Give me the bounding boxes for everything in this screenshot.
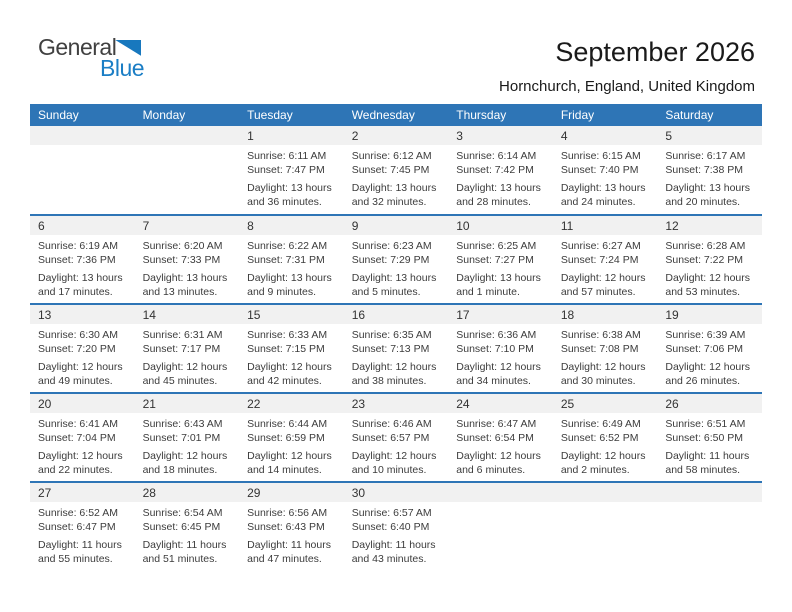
day-number-band (135, 305, 240, 324)
day-cell (657, 126, 762, 215)
day-number-band (239, 216, 344, 235)
daylight-text-line2: and 45 minutes. (142, 375, 218, 387)
page-title: September 2026 (555, 37, 755, 67)
daylight-text-line2: and 49 minutes. (38, 375, 113, 387)
day-details (344, 145, 449, 209)
sunrise-text: Sunrise: 6:25 AM (456, 240, 537, 252)
sunset-text: Sunset: 7:06 PM (665, 343, 744, 355)
day-number-band (448, 394, 553, 413)
day-cell (30, 482, 135, 571)
sunrise-text: Sunrise: 6:27 AM (560, 240, 641, 252)
day-number-band (30, 483, 135, 502)
daylight-text-line2: and 34 minutes. (456, 375, 531, 387)
daylight-text-line1: Daylight: 11 hours (142, 539, 227, 551)
day-details (239, 413, 344, 477)
day-number-band (344, 305, 449, 324)
daylight-text-line1: Daylight: 13 hours (665, 182, 751, 194)
day-cell (657, 393, 762, 482)
daylight-text-line2: and 10 minutes. (351, 464, 427, 476)
day-cell (344, 482, 449, 571)
daylight-text-line1: Daylight: 13 hours (560, 182, 646, 194)
week-row (30, 215, 762, 304)
day-details (448, 324, 553, 388)
sunrise-text: Sunrise: 6:23 AM (351, 240, 432, 252)
day-cell (239, 304, 344, 393)
sunset-text: Sunset: 7:22 PM (665, 254, 744, 266)
sunset-text: Sunset: 7:15 PM (247, 343, 325, 355)
day-cell (135, 215, 240, 304)
sunrise-text: Sunrise: 6:38 AM (560, 329, 641, 341)
day-number: 20 (38, 397, 52, 411)
daylight-text-line2: and 9 minutes. (247, 286, 317, 298)
daylight-text-line2: and 17 minutes. (38, 286, 113, 298)
sunrise-text: Sunrise: 6:49 AM (560, 418, 641, 430)
day-details (553, 413, 658, 477)
sunrise-text: Sunrise: 6:22 AM (247, 240, 328, 252)
day-cell (135, 126, 240, 215)
day-details (448, 235, 553, 299)
day-number: 21 (142, 397, 156, 411)
day-number: 25 (560, 397, 575, 411)
daylight-text-line1: Daylight: 11 hours (351, 539, 436, 551)
sunrise-text: Sunrise: 6:46 AM (351, 418, 432, 430)
daylight-text-line1: Daylight: 13 hours (456, 182, 541, 194)
sunset-text: Sunset: 6:52 PM (560, 432, 639, 444)
daylight-text-line2: and 57 minutes. (560, 286, 636, 298)
sunset-text: Sunset: 7:33 PM (142, 254, 221, 266)
day-number: 13 (38, 308, 52, 322)
weekday-header-row (30, 104, 762, 126)
sunset-text: Sunset: 7:27 PM (456, 254, 534, 266)
daylight-text-line2: and 2 minutes. (560, 464, 630, 476)
sunset-text: Sunset: 7:36 PM (38, 254, 116, 266)
day-number-band (657, 305, 762, 324)
day-number: 29 (247, 486, 261, 500)
day-cell (344, 304, 449, 393)
daylight-text-line2: and 42 minutes. (247, 375, 322, 387)
daylight-text-line2: and 20 minutes. (665, 196, 741, 208)
day-number-band (448, 216, 553, 235)
day-number-band (135, 483, 240, 502)
daylight-text-line2: and 22 minutes. (38, 464, 113, 476)
week-row (30, 304, 762, 393)
day-details (553, 235, 658, 299)
week-row (30, 482, 762, 571)
daylight-text-line1: Daylight: 13 hours (38, 272, 123, 284)
day-details (657, 235, 762, 299)
daylight-text-line1: Daylight: 12 hours (351, 361, 437, 373)
day-cell (448, 393, 553, 482)
sunrise-text: Sunrise: 6:44 AM (247, 418, 328, 430)
sunrise-text: Sunrise: 6:52 AM (38, 507, 118, 519)
day-number-band (344, 394, 449, 413)
daylight-text-line1: Daylight: 12 hours (38, 361, 123, 373)
day-number: 18 (560, 308, 575, 322)
day-cell (344, 393, 449, 482)
sunrise-text: Sunrise: 6:20 AM (142, 240, 223, 252)
day-number: 1 (247, 129, 254, 143)
daylight-text-line1: Daylight: 13 hours (456, 272, 541, 284)
daylight-text-line1: Daylight: 13 hours (247, 182, 332, 194)
day-details (135, 413, 240, 477)
day-number: 3 (456, 129, 463, 143)
sunrise-text: Sunrise: 6:28 AM (665, 240, 746, 252)
day-number: 30 (351, 486, 366, 500)
logo-general-text: General (38, 34, 117, 60)
daylight-text-line1: Daylight: 11 hours (247, 539, 331, 551)
day-number-band (239, 305, 344, 324)
day-details (30, 502, 135, 566)
day-cell (553, 215, 658, 304)
weekday-header-tuesday: Tuesday (239, 104, 344, 126)
day-number: 22 (247, 397, 261, 411)
day-cell (657, 215, 762, 304)
day-number: 24 (456, 397, 470, 411)
day-number-band (239, 394, 344, 413)
day-details (239, 235, 344, 299)
sunrise-text: Sunrise: 6:43 AM (142, 418, 223, 430)
sunset-text: Sunset: 7:45 PM (351, 164, 430, 176)
daylight-text-line1: Daylight: 13 hours (351, 272, 437, 284)
sunset-text: Sunset: 6:57 PM (351, 432, 430, 444)
sunrise-text: Sunrise: 6:11 AM (247, 150, 327, 162)
day-details (344, 324, 449, 388)
daylight-text-line1: Daylight: 12 hours (142, 450, 228, 462)
day-cell (448, 482, 553, 571)
day-cell (30, 304, 135, 393)
daylight-text-line1: Daylight: 12 hours (247, 450, 332, 462)
weekday-header-sunday: Sunday (30, 104, 135, 126)
day-details (135, 235, 240, 299)
day-number-band (344, 126, 449, 145)
general-blue-logo (38, 36, 144, 80)
day-number-band (448, 126, 553, 145)
day-cell (239, 482, 344, 571)
day-number: 16 (351, 308, 366, 322)
daylight-text-line1: Daylight: 12 hours (456, 450, 541, 462)
weekday-header-monday: Monday (135, 104, 240, 126)
day-number-band (135, 126, 240, 145)
day-details (239, 145, 344, 209)
day-number-band (30, 394, 135, 413)
day-details (30, 235, 135, 299)
daylight-text-line2: and 24 minutes. (560, 196, 636, 208)
sunrise-text: Sunrise: 6:17 AM (665, 150, 746, 162)
day-number-band (657, 394, 762, 413)
day-details (657, 502, 762, 506)
sunrise-text: Sunrise: 6:47 AM (456, 418, 537, 430)
day-number-band (30, 305, 135, 324)
day-details (344, 413, 449, 477)
day-number: 28 (142, 486, 156, 500)
sunset-text: Sunset: 7:04 PM (38, 432, 116, 444)
day-number: 12 (665, 219, 679, 233)
day-details (344, 502, 449, 566)
daylight-text-line2: and 58 minutes. (665, 464, 741, 476)
weekday-header-thursday: Thursday (448, 104, 553, 126)
sunset-text: Sunset: 6:47 PM (38, 521, 116, 533)
day-number: 14 (142, 308, 156, 322)
day-number-band (239, 126, 344, 145)
sunrise-text: Sunrise: 6:56 AM (247, 507, 328, 519)
day-cell (239, 126, 344, 215)
sunset-text: Sunset: 7:10 PM (456, 343, 534, 355)
logo-triangle-icon (115, 40, 141, 56)
day-cell (344, 215, 449, 304)
day-number: 19 (665, 308, 679, 322)
daylight-text-line2: and 47 minutes. (247, 553, 322, 565)
day-number-band (30, 126, 135, 145)
day-number: 5 (665, 129, 673, 143)
daylight-text-line2: and 38 minutes. (351, 375, 427, 387)
day-details (553, 145, 658, 209)
day-number-band (344, 216, 449, 235)
day-details (657, 413, 762, 477)
sunset-text: Sunset: 6:43 PM (247, 521, 325, 533)
daylight-text-line1: Daylight: 12 hours (665, 272, 751, 284)
sunrise-text: Sunrise: 6:14 AM (456, 150, 537, 162)
sunset-text: Sunset: 7:13 PM (351, 343, 430, 355)
sunrise-text: Sunrise: 6:39 AM (665, 329, 746, 341)
daylight-text-line1: Daylight: 13 hours (247, 272, 332, 284)
daylight-text-line1: Daylight: 12 hours (247, 361, 332, 373)
day-cell (344, 126, 449, 215)
day-details (135, 502, 240, 566)
sunset-text: Sunset: 7:47 PM (247, 164, 325, 176)
sunset-text: Sunset: 7:20 PM (38, 343, 116, 355)
week-row (30, 393, 762, 482)
sunset-text: Sunset: 7:31 PM (247, 254, 325, 266)
page-subtitle: Hornchurch, England, United Kingdom (499, 78, 755, 95)
day-details (448, 502, 553, 506)
sunset-text: Sunset: 7:38 PM (665, 164, 744, 176)
day-cell (30, 126, 135, 215)
sunrise-text: Sunrise: 6:41 AM (38, 418, 118, 430)
daylight-text-line1: Daylight: 12 hours (142, 361, 228, 373)
sunrise-text: Sunrise: 6:51 AM (665, 418, 746, 430)
daylight-text-line2: and 14 minutes. (247, 464, 322, 476)
daylight-text-line2: and 18 minutes. (142, 464, 218, 476)
day-number: 2 (351, 129, 359, 143)
day-number-band (30, 216, 135, 235)
daylight-text-line2: and 28 minutes. (456, 196, 531, 208)
day-details (448, 145, 553, 209)
sunset-text: Sunset: 7:40 PM (560, 164, 639, 176)
day-cell (448, 215, 553, 304)
daylight-text-line2: and 30 minutes. (560, 375, 636, 387)
day-details (553, 324, 658, 388)
day-cell (135, 304, 240, 393)
day-number-band (657, 483, 762, 502)
day-cell (657, 304, 762, 393)
day-details (657, 145, 762, 209)
daylight-text-line2: and 51 minutes. (142, 553, 218, 565)
daylight-text-line1: Daylight: 12 hours (665, 361, 751, 373)
sunrise-text: Sunrise: 6:35 AM (351, 329, 432, 341)
daylight-text-line1: Daylight: 12 hours (38, 450, 123, 462)
daylight-text-line2: and 53 minutes. (665, 286, 741, 298)
sunrise-text: Sunrise: 6:33 AM (247, 329, 328, 341)
day-cell (239, 215, 344, 304)
daylight-text-line2: and 26 minutes. (665, 375, 741, 387)
day-details (30, 145, 135, 149)
sunset-text: Sunset: 7:42 PM (456, 164, 534, 176)
day-number-band (135, 216, 240, 235)
day-number-band (344, 483, 449, 502)
day-number: 15 (247, 308, 261, 322)
day-details (344, 235, 449, 299)
day-details (657, 324, 762, 388)
weekday-header-friday: Friday (553, 104, 658, 126)
day-cell (30, 215, 135, 304)
daylight-text-line2: and 55 minutes. (38, 553, 113, 565)
day-number-band (239, 483, 344, 502)
header-titles (499, 39, 755, 94)
day-number: 4 (560, 129, 568, 143)
sunset-text: Sunset: 6:50 PM (665, 432, 744, 444)
sunrise-text: Sunrise: 6:30 AM (38, 329, 118, 341)
daylight-text-line1: Daylight: 11 hours (665, 450, 750, 462)
sunset-text: Sunset: 6:59 PM (247, 432, 325, 444)
day-number-band (553, 305, 658, 324)
day-number-band (553, 126, 658, 145)
sunrise-text: Sunrise: 6:31 AM (142, 329, 223, 341)
daylight-text-line2: and 36 minutes. (247, 196, 322, 208)
weekday-header-wednesday: Wednesday (344, 104, 449, 126)
daylight-text-line2: and 6 minutes. (456, 464, 526, 476)
sunset-text: Sunset: 6:45 PM (142, 521, 221, 533)
sunset-text: Sunset: 6:54 PM (456, 432, 534, 444)
daylight-text-line2: and 32 minutes. (351, 196, 427, 208)
day-details (135, 145, 240, 149)
sunrise-text: Sunrise: 6:15 AM (560, 150, 641, 162)
daylight-text-line1: Daylight: 13 hours (142, 272, 228, 284)
day-cell (239, 393, 344, 482)
sunrise-text: Sunrise: 6:54 AM (142, 507, 223, 519)
day-number: 27 (38, 486, 52, 500)
daylight-text-line2: and 43 minutes. (351, 553, 427, 565)
sunset-text: Sunset: 7:01 PM (142, 432, 221, 444)
day-details (135, 324, 240, 388)
day-details (553, 502, 658, 506)
day-number-band (553, 483, 658, 502)
sunrise-text: Sunrise: 6:36 AM (456, 329, 537, 341)
sunset-text: Sunset: 6:40 PM (351, 521, 430, 533)
daylight-text-line2: and 13 minutes. (142, 286, 218, 298)
sunset-text: Sunset: 7:29 PM (351, 254, 430, 266)
day-details (239, 324, 344, 388)
day-number: 11 (560, 219, 574, 233)
day-details (30, 324, 135, 388)
day-cell (553, 126, 658, 215)
weekday-header-saturday: Saturday (657, 104, 762, 126)
day-details (448, 413, 553, 477)
sunset-text: Sunset: 7:08 PM (560, 343, 639, 355)
daylight-text-line1: Daylight: 12 hours (456, 361, 541, 373)
day-number-band (135, 394, 240, 413)
day-number: 26 (665, 397, 679, 411)
daylight-text-line1: Daylight: 12 hours (351, 450, 437, 462)
day-number: 6 (38, 219, 45, 233)
day-number: 17 (456, 308, 470, 322)
day-cell (448, 304, 553, 393)
daylight-text-line1: Daylight: 13 hours (351, 182, 437, 194)
daylight-text-line1: Daylight: 11 hours (38, 539, 122, 551)
day-cell (657, 482, 762, 571)
day-number: 23 (351, 397, 366, 411)
day-cell (135, 393, 240, 482)
day-number-band (448, 483, 553, 502)
daylight-text-line1: Daylight: 12 hours (560, 272, 646, 284)
calendar-table (30, 104, 762, 571)
day-number-band (657, 126, 762, 145)
day-number: 8 (247, 219, 254, 233)
sunrise-text: Sunrise: 6:19 AM (38, 240, 118, 252)
day-details (30, 413, 135, 477)
day-number: 7 (142, 219, 150, 233)
day-number-band (448, 305, 553, 324)
day-cell (553, 393, 658, 482)
day-cell (448, 126, 553, 215)
day-number: 9 (351, 219, 359, 233)
logo-blue-text: Blue (100, 55, 145, 81)
sunrise-text: Sunrise: 6:57 AM (351, 507, 432, 519)
day-cell (135, 482, 240, 571)
day-number-band (553, 394, 658, 413)
day-cell (30, 393, 135, 482)
day-number: 10 (456, 219, 470, 233)
day-cell (553, 482, 658, 571)
daylight-text-line1: Daylight: 12 hours (560, 450, 646, 462)
sunset-text: Sunset: 7:24 PM (560, 254, 639, 266)
sunset-text: Sunset: 7:17 PM (142, 343, 221, 355)
daylight-text-line2: and 1 minute. (456, 286, 520, 298)
daylight-text-line2: and 5 minutes. (351, 286, 421, 298)
day-cell (553, 304, 658, 393)
week-row (30, 126, 762, 215)
sunrise-text: Sunrise: 6:12 AM (351, 150, 432, 162)
day-details (239, 502, 344, 566)
day-number-band (553, 216, 658, 235)
day-number-band (657, 216, 762, 235)
daylight-text-line1: Daylight: 12 hours (560, 361, 646, 373)
